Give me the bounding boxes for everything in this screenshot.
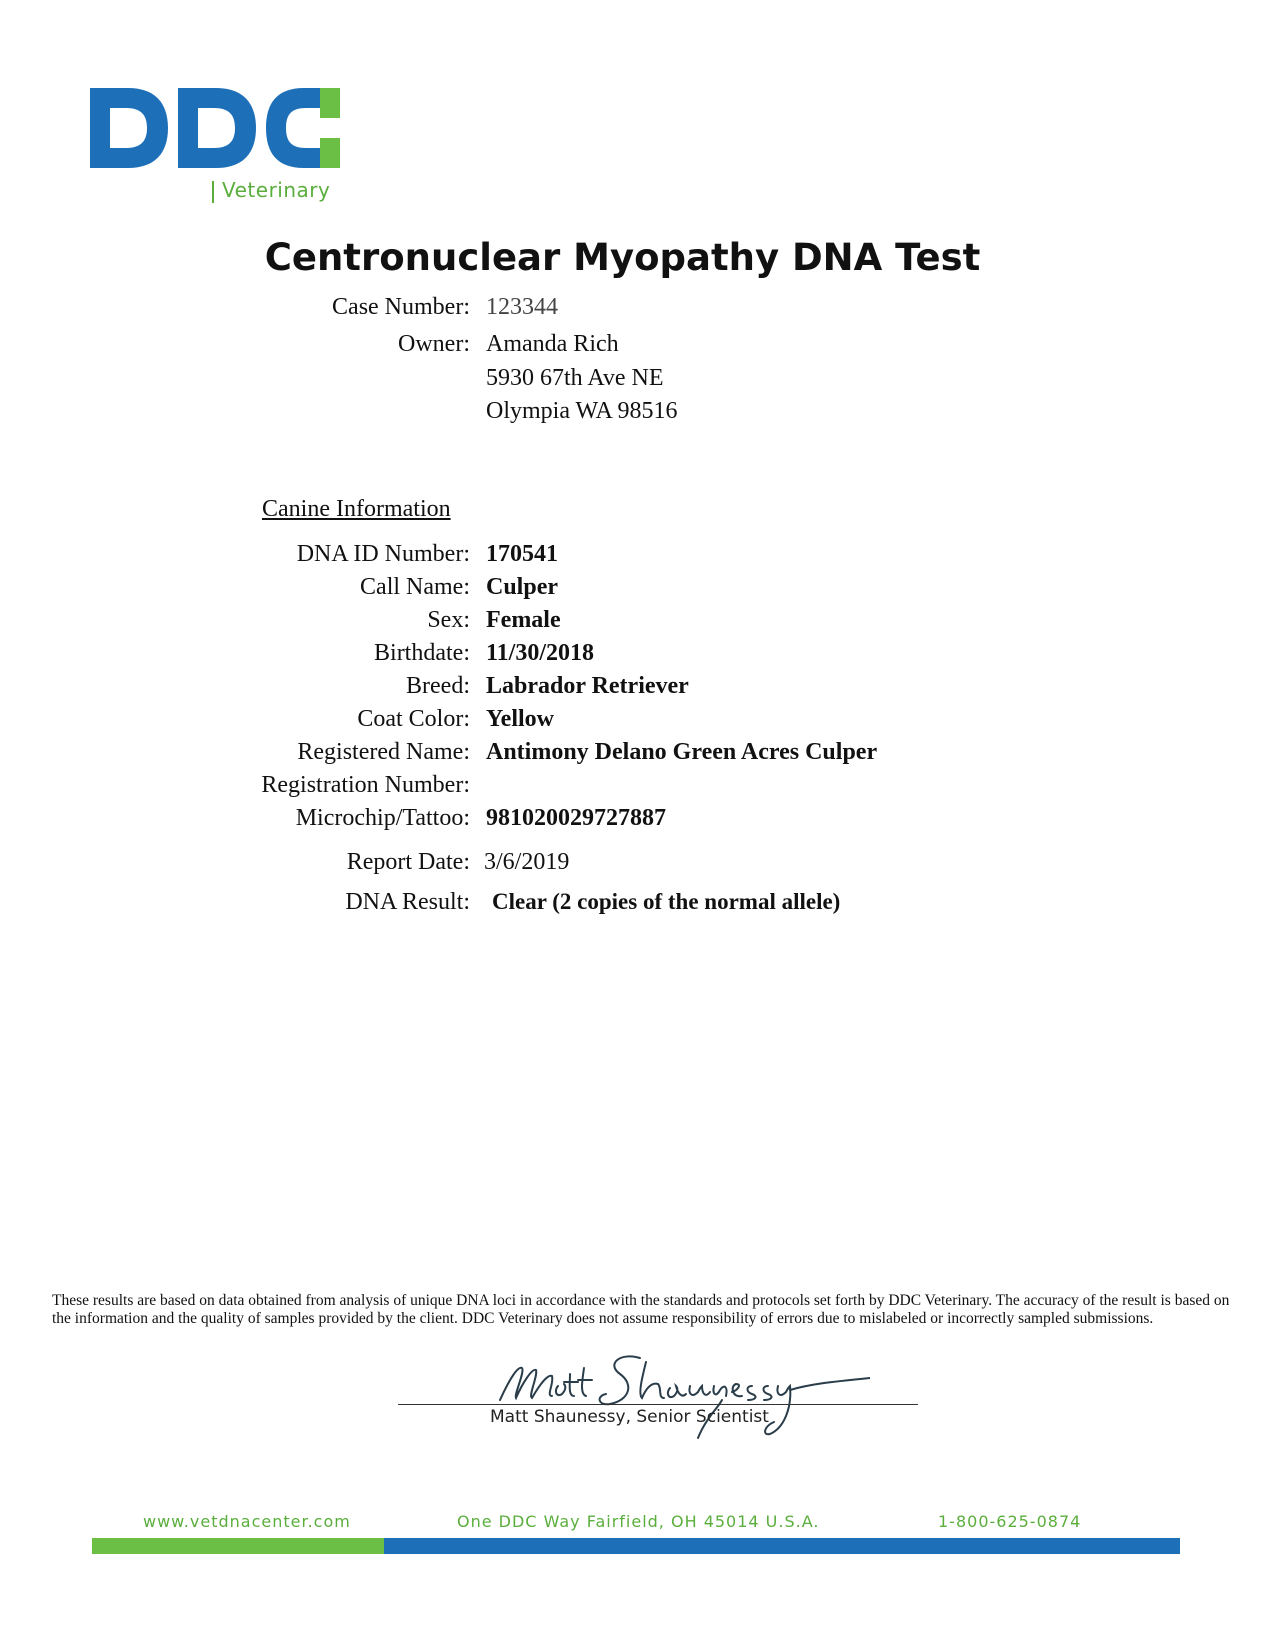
logo-divider	[212, 181, 214, 203]
case-number-value: 123344	[486, 294, 558, 320]
signature-line	[398, 1404, 918, 1405]
disclaimer-text: These results are based on data obtained from analysis of unique DNA loci in accordance with the standards and protocols set forth by DDC Veterinary. The accuracy of the result is based on the information and the quality of samples provided by the client. DDC Veterinary does not assume responsibility of errors due to mislabeled or incorrectly sampled submissions.	[52, 1292, 1230, 1327]
case-number-label: Case Number:	[332, 294, 470, 320]
canine-info-heading: Canine Information	[262, 496, 451, 522]
signature-image	[470, 1338, 870, 1448]
breed-label: Breed:	[406, 673, 470, 699]
sex-value: Female	[486, 607, 561, 633]
coat-color-value: Yellow	[486, 706, 554, 732]
microchip-value: 981020029727887	[486, 805, 666, 831]
document-title: Centronuclear Myopathy DNA Test	[264, 236, 981, 279]
report-date-value: 3/6/2019	[484, 849, 570, 875]
footer-bar-green	[92, 1538, 384, 1554]
dna-result-label: DNA Result:	[345, 889, 470, 915]
owner-label: Owner:	[398, 331, 470, 357]
birthdate-label: Birthdate:	[374, 640, 470, 666]
dna-id-value: 170541	[486, 541, 558, 567]
logo-subtitle: Veterinary	[222, 178, 331, 202]
registration-number-label: Registration Number:	[261, 772, 470, 798]
owner-name: Amanda Rich	[486, 331, 619, 357]
coat-color-label: Coat Color:	[357, 706, 470, 732]
sex-label: Sex:	[427, 607, 470, 633]
birthdate-value: 11/30/2018	[486, 640, 595, 666]
call-name-value: Culper	[486, 574, 558, 600]
microchip-label: Microchip/Tattoo:	[295, 805, 470, 831]
dna-result-value: Clear (2 copies of the normal allele)	[492, 889, 841, 914]
breed-value: Labrador Retriever	[486, 673, 689, 699]
owner-address-line2: Olympia WA 98516	[486, 398, 678, 424]
registered-name-value: Antimony Delano Green Acres Culper	[486, 739, 878, 765]
signer-name: Matt Shaunessy, Senior Scientist	[490, 1407, 769, 1427]
call-name-label: Call Name:	[360, 574, 470, 600]
dna-id-label: DNA ID Number:	[296, 541, 470, 567]
footer-address: One DDC Way Fairfield, OH 45014 U.S.A.	[457, 1512, 820, 1531]
owner-address-line1: 5930 67th Ave NE	[486, 365, 664, 391]
report-date-label: Report Date:	[346, 849, 470, 875]
footer-phone: 1-800-625-0874	[938, 1512, 1082, 1531]
footer-website: www.vetdnacenter.com	[143, 1512, 351, 1531]
footer-bar-blue	[384, 1538, 1180, 1554]
registered-name-label: Registered Name:	[297, 739, 470, 765]
